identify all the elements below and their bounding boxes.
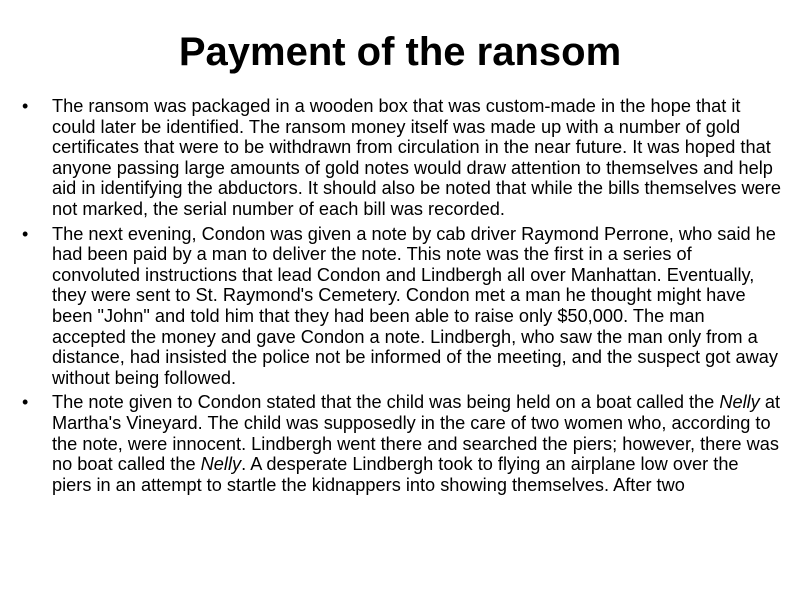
bullet-text-part: The note given to Condon stated that the child was being held on a boat called the xyxy=(52,392,720,413)
bullet-list xyxy=(22,96,782,499)
bullet-text: The ransom was packaged in a wooden box that was custom-made in the hope that it could later be identified. The ransom money itself was made up with a number of gold certificates that were to be withdrawn from circulation in the near future. It was hoped that anyone passing large amounts of gold notes would draw attention to themselves and help aid in identifying the abductors. It should also be noted that while the bills themselves were not marked, the serial number of each bill was recorded. xyxy=(52,96,781,219)
bullet-item-nelly-boat xyxy=(22,392,782,495)
boat-name: Nelly xyxy=(719,392,760,413)
bullet-item-cemetery-meeting xyxy=(22,224,782,389)
bullet-dot-icon: • xyxy=(22,223,29,244)
bullet-text-part: at Martha's Vineyard. The child was supposedly in the care of two women who, according to the note, were innocent. Lindbergh went there and searched the piers; however, there was no boat called the xyxy=(52,392,781,475)
bullet-text: The next evening, Condon was given a note by cab driver Raymond Perrone, who said he had been paid by a man to deliver the note. This note was the first in a series of convoluted instructions that lead Condon and Lindbergh all over Manhattan. Eventually, they were sent to St. Raymond's Cemetery. Condon met a man he thought might have been "John" and told him that they had been able to raise only $50,000. The man accepted the money and gave Condon a note. Lindbergh, who saw the man only from a distance, had insisted the police not be informed of the meeting, and the suspect got away without being followed. xyxy=(52,223,778,388)
boat-name: Nelly xyxy=(200,454,242,475)
bullet-text xyxy=(52,392,780,494)
bullet-dot-icon: • xyxy=(22,392,29,413)
slide-title: Payment of the ransom xyxy=(178,30,622,74)
bullet-dot-icon: • xyxy=(22,96,29,116)
bullet-text-part: . A desperate Lindbergh took to flying an airplane low over the piers in an attempt to startle the kidnappers into showing themselves. After two xyxy=(52,454,739,495)
bullet-item-ransom-box xyxy=(22,96,782,220)
